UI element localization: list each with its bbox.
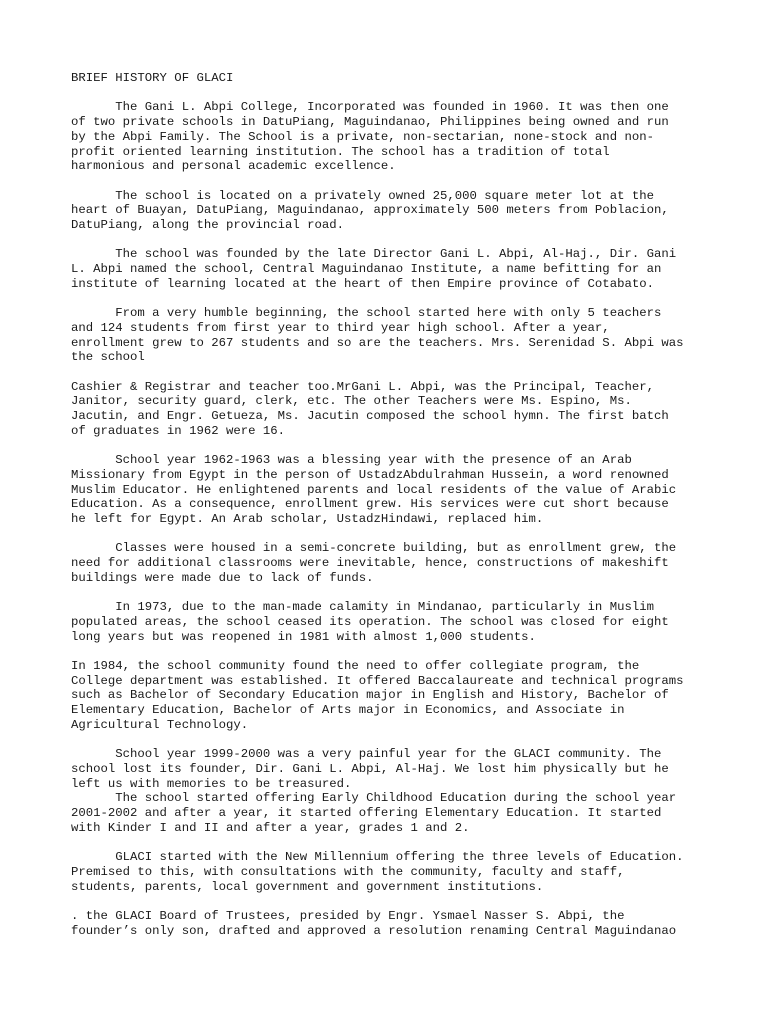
text-line: Education. As a consequence, enrollment grew. His services were cut short because (71, 497, 669, 512)
text-line: he left for Egypt. An Arab scholar, UstadzHindawi, replaced him. (71, 512, 544, 526)
text-line: . the GLACI Board of Trustees, presided by Engr. Ysmael Nasser S. Abpi, the (71, 908, 625, 923)
text-line: From a very humble beginning, the school started here with only 5 teachers (71, 306, 662, 321)
paragraph (71, 380, 711, 439)
text-line: DatuPiang, along the provincial road. (71, 218, 345, 232)
text-line: The school is located on a privately owned 25,000 square meter lot at the (71, 188, 654, 203)
paragraph (71, 909, 711, 938)
text-line: populated areas, the school ceased its operation. The school was closed for eight (71, 614, 669, 629)
paragraph (71, 600, 711, 644)
paragraph (71, 306, 711, 365)
text-line: profit oriented learning institution. The school has a tradition of total (71, 144, 610, 159)
text-line: Janitor, security guard, clerk, etc. The other Teachers were Ms. Espino, Ms. (71, 394, 632, 409)
text-line: Missionary from Egypt in the person of UstadzAbdulrahman Hussein, a word renowned (71, 467, 669, 482)
paragraph (71, 850, 711, 894)
text-line: School year 1962-1963 was a blessing year with the presence of an Arab (71, 453, 632, 468)
text-line: Agricultural Technology. (71, 717, 249, 732)
text-line: need for additional classrooms were inevitable, hence, constructions of makeshift (71, 556, 669, 571)
document-body (71, 100, 711, 938)
text-line: with Kinder I and II and after a year, grades 1 and 2. (71, 820, 470, 835)
paragraph (71, 747, 711, 791)
paragraph (71, 659, 711, 733)
paragraph (71, 247, 711, 291)
text-line: The Gani L. Abpi College, Incorporated was founded in 1960. It was then one (71, 100, 669, 115)
text-line: Elementary Education, Bachelor of Arts major in Economics, and Associate in (71, 703, 625, 718)
text-line: Classes were housed in a semi-concrete building, but as enrollment grew, the (71, 541, 677, 556)
text-line: In 1984, the school community found the need to offer collegiate program, the (71, 658, 640, 673)
text-line: of two private schools in DatuPiang, Maguindanao, Philippines being owned and run (71, 115, 669, 130)
text-line: institute of learning located at the heart of then Empire province of Cotabato. (71, 276, 654, 291)
text-line: buildings were made due to lack of funds. (71, 570, 374, 585)
text-line: 2001-2002 and after a year, it started offering Elementary Education. It started (71, 806, 662, 820)
text-line: students, parents, local government and government institutions. (71, 879, 544, 894)
text-line: long years but was reopened in 1981 with almost 1,000 students. (71, 629, 536, 644)
paragraph (71, 100, 711, 174)
text-line: and 124 students from first year to third year high school. After a year, (71, 320, 610, 335)
paragraph (71, 541, 711, 585)
text-line: heart of Buayan, DatuPiang, Maguindanao, approximately 500 meters from Poblacion, (71, 203, 669, 218)
text-line: by the Abpi Family. The School is a private, non-sectarian, none-stock and non- (71, 129, 654, 144)
text-line: The school was founded by the late Director Gani L. Abpi, Al-Haj., Dir. Gani (71, 247, 677, 262)
text-line: L. Abpi named the school, Central Maguindanao Institute, a name befitting for an (71, 262, 662, 277)
text-line: GLACI started with the New Millennium offering the three levels of Education. (71, 850, 684, 865)
paragraph (71, 453, 711, 527)
text-line: In 1973, due to the man-made calamity in Mindanao, particularly in Muslim (71, 600, 654, 615)
text-line: Muslim Educator. He enlightened parents and local residents of the value of Arabic (71, 482, 677, 497)
text-line: Cashier & Registrar and teacher too.MrGani L. Abpi, was the Principal, Teacher, (71, 379, 654, 394)
text-line: College department was established. It offered Baccalaureate and technical programs (71, 673, 684, 688)
text-line: of graduates in 1962 were 16. (71, 423, 286, 438)
text-line: school lost its founder, Dir. Gani L. Abpi, Al-Haj. We lost him physically but he (71, 761, 669, 776)
text-line: founder’s only son, drafted and approved a resolution renaming Central Maguindanao (71, 923, 677, 938)
text-line: harmonious and personal academic excellence. (71, 159, 396, 174)
text-line: Jacutin, and Engr. Getueza, Ms. Jacutin composed the school hymn. The first batch (71, 409, 669, 424)
document-title: BRIEF HISTORY OF GLACI (71, 71, 234, 85)
text-line: left us with memories to be treasured. (71, 776, 352, 791)
text-line: enrollment grew to 267 students and so are the teachers. Mrs. Serenidad S. Abpi was (71, 335, 684, 350)
text-line: Premised to this, with consultations with the community, faculty and staff, (71, 864, 625, 879)
text-line: School year 1999-2000 was a very painful year for the GLACI community. The (71, 747, 662, 762)
text-line: the school (71, 350, 145, 365)
paragraph (71, 791, 711, 835)
document-page (71, 71, 711, 953)
paragraph (71, 189, 711, 233)
text-line: such as Bachelor of Secondary Education major in English and History, Bachelor of (71, 688, 669, 703)
text-line: The school started offering Early Childhood Education during the school year (71, 791, 677, 806)
